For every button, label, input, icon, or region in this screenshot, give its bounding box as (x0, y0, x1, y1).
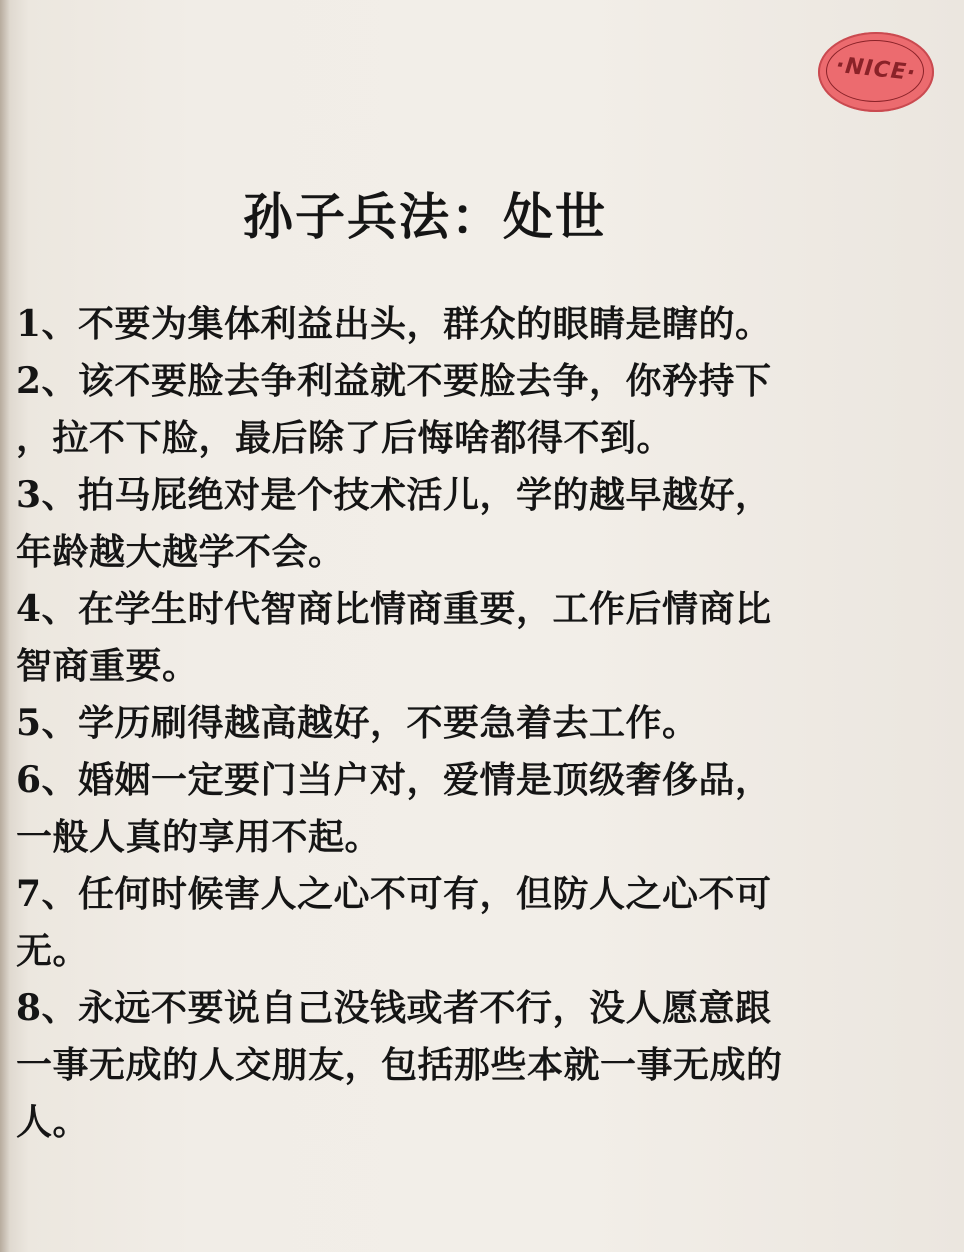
list-item-line: ，拉不下脸，最后除了后悔啥都得不到。 (16, 417, 674, 459)
list-item-line: 智商重要。 (16, 645, 199, 687)
nice-stamp (818, 32, 934, 112)
list-item-line: 5、学历刷得越高越好，不要急着去工作。 (16, 702, 699, 744)
list-item-line: 一般人真的享用不起。 (16, 816, 382, 858)
principle-list (16, 296, 846, 1151)
list-item-3 (16, 467, 846, 581)
list-item-line: 6、婚姻一定要门当户对，爱情是顶级奢侈品， (16, 759, 772, 801)
page-title: 孙子兵法：处世 (243, 187, 607, 246)
list-item-line: 人。 (16, 1101, 90, 1143)
list-item-line: 2、该不要脸去争利益就不要脸去争，你矜持下 (16, 360, 772, 402)
list-item-line: 8、永远不要说自己没钱或者不行，没人愿意跟 (16, 987, 772, 1029)
list-item-4 (16, 581, 846, 695)
list-item-line: 无。 (16, 930, 90, 972)
list-item-line: 3、拍马屁绝对是个技术活儿，学的越早越好， (16, 474, 772, 516)
list-item-7 (16, 866, 846, 980)
list-item-line: 年龄越大越学不会。 (16, 531, 345, 573)
list-item-line: 7、任何时候害人之心不可有，但防人之心不可 (16, 873, 772, 915)
stamp-text: ·NICE· (834, 52, 918, 87)
list-item-line: 4、在学生时代智商比情商重要，工作后情商比 (16, 588, 772, 630)
list-item-6 (16, 752, 846, 866)
list-item-5 (16, 695, 846, 752)
list-item-8 (16, 980, 846, 1151)
list-item-1 (16, 296, 846, 353)
list-item-line: 一事无成的人交朋友，包括那些本就一事无成的 (16, 1044, 783, 1086)
list-item-2 (16, 353, 846, 467)
list-item-line: 1、不要为集体利益出头，群众的眼睛是瞎的。 (16, 303, 772, 345)
